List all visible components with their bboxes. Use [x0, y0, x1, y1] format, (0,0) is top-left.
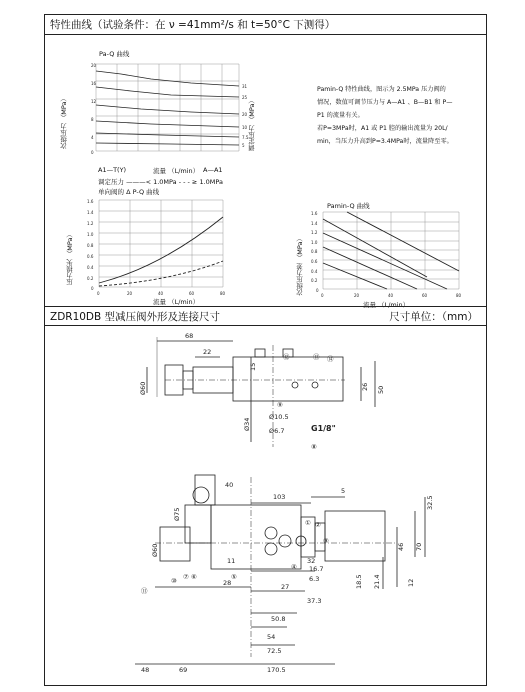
spec-sheet	[44, 14, 487, 686]
dim-18-5: 18.5	[355, 574, 363, 589]
chart2-ylabel: 次级压力差 （MPa）	[296, 235, 304, 296]
chart3-ylabel: 压力损失 （MPa）	[66, 231, 74, 286]
callout-3: ③	[323, 537, 329, 545]
dimension-drawing-section	[45, 327, 486, 687]
dim-40: 40	[225, 481, 234, 489]
curve-description	[317, 83, 482, 148]
dim-37-3: 37.3	[307, 597, 322, 605]
chart1-right-label: A—A1	[203, 166, 223, 174]
characteristic-curves-header	[45, 15, 486, 35]
chart2-x-tick: 40	[388, 293, 394, 298]
dim-50-8: 50.8	[271, 615, 286, 623]
dim-16-7: 16.7	[309, 565, 324, 573]
callout-7: ⑦	[183, 573, 189, 581]
dim-69: 69	[179, 666, 188, 674]
dim-46: 46	[397, 542, 405, 551]
note-line: min，当压力升高到P=3.4MPa时，流量降至零。	[317, 138, 453, 145]
dimensions-header	[45, 306, 486, 326]
dim-60: Ø60	[139, 381, 147, 395]
chart1-left-tick: 20	[91, 63, 97, 68]
thread-g18: G1/8"	[311, 424, 336, 433]
dim-70: 70	[415, 542, 423, 551]
chart2-title: Pamin-Q 曲线	[327, 202, 370, 210]
callout-10: ⑩	[171, 577, 177, 585]
chart1-right-tick: 25	[242, 95, 248, 100]
chart1-left-tick: 12	[91, 99, 97, 104]
chart3-xlabel: 流量 （L/min）	[153, 298, 200, 306]
dim-6-3: 6.3	[309, 575, 320, 583]
chart3-x-tick: 60	[189, 291, 195, 296]
chart3-x-tick: 40	[158, 291, 164, 296]
callout-11: ⑪	[141, 587, 148, 595]
note-line: Pamin-Q 特性曲线，图示为 2.5MPa 压力阀的	[317, 86, 446, 93]
chart1-right-tick: 10	[242, 125, 248, 130]
chart3-y-tick: 0.6	[87, 254, 94, 259]
chart3-legend: 调定压力 ———< 1.0MPa - - - ≥ 1.0MPa	[98, 178, 224, 186]
note-line: P1 的流量有关。	[317, 112, 364, 119]
chart2-y-tick: 1.2	[311, 230, 318, 235]
chart1-right-tick: 20	[242, 112, 248, 117]
section1-title: 特性曲线（试验条件：在 ν =41mm²/s 和 t=50°C 下测得）	[50, 19, 336, 31]
unit-label: 尺寸单位：（mm）	[389, 311, 478, 323]
chart1-left-label: A1—T(Y)	[98, 166, 127, 174]
dim-11: 11	[227, 557, 236, 565]
chart2-y-tick: 0.4	[311, 269, 318, 274]
dim-48: 48	[141, 666, 150, 674]
section2-title: ZDR10DB 型减压阀外形及连接尺寸	[50, 311, 221, 323]
dim-26: 26	[361, 382, 369, 391]
chart3-y-tick: 1.0	[87, 232, 94, 237]
note-line: 若P=3MPa时，A1 或 P1 腔的输出流量为 20L/	[317, 125, 448, 132]
chart1-title: Pa-Q 曲线	[99, 50, 130, 58]
chart3-x-tick: 0	[97, 291, 100, 296]
dim-21-4: 21.4	[373, 574, 381, 589]
chart1-left-tick: 4	[91, 135, 94, 140]
chart1-right-tick: 31	[242, 84, 248, 89]
chart3-y-tick: 1.6	[87, 199, 94, 204]
dim-72-5: 72.5	[267, 647, 282, 655]
callout-6: ⑥	[191, 573, 197, 581]
chart3-title: 单向阀的 Δ P-Q 曲线	[98, 188, 160, 196]
callout-4: ④	[291, 563, 297, 571]
dim-27: 27	[281, 583, 290, 591]
chart2-plot	[307, 207, 482, 307]
chart3-y-tick: 0.8	[87, 243, 94, 248]
callout-13: ⑬	[313, 353, 320, 361]
dim-60b: Ø60	[151, 543, 159, 557]
note-line: 情况，数值可调节压力与 A—A1 、B—B1 和 P—	[317, 99, 453, 106]
dim-103: 103	[273, 493, 286, 501]
dim-170-5: 170.5	[267, 666, 286, 674]
dim-32: 32	[307, 557, 316, 565]
dim-75: Ø75	[173, 507, 181, 521]
chart2-y-tick: 0.2	[311, 278, 318, 283]
chart1-left-tick: 16	[91, 81, 97, 86]
dim-10-5: Ø10.5	[269, 413, 289, 421]
outline-drawing	[45, 327, 486, 685]
chart2-y-tick: 0.8	[311, 249, 318, 254]
dim-5: 5	[341, 487, 346, 495]
dim-32-5: 32.5	[426, 495, 434, 510]
chart2-y-tick: 0.6	[311, 259, 318, 264]
chart3-x-tick: 20	[127, 291, 133, 296]
chart3-y-tick: 1.4	[87, 210, 94, 215]
callout-9: ⑨	[277, 401, 283, 409]
dim-28: 28	[223, 579, 232, 587]
chart3-y-tick: 0.4	[87, 265, 94, 270]
chart3-x-tick: 80	[220, 291, 226, 296]
chart1-left-tick: 8	[91, 117, 94, 122]
callout-2: ②	[315, 521, 321, 529]
callout-12: ⑫	[283, 353, 290, 361]
chart1-right-tick: 5	[242, 143, 245, 148]
chart1-ylabel-right: 调定压力 （MPa）	[248, 97, 256, 152]
chart2-x-tick: 60	[422, 293, 428, 298]
chart2-y-tick: 1.4	[311, 221, 318, 226]
chart2-y-tick: 1.6	[311, 211, 318, 216]
dim-54: 54	[267, 633, 276, 641]
chart1-xlabel: 流量 （L/min）	[153, 167, 200, 175]
chart2-x-tick: 20	[354, 293, 360, 298]
chart3-plot	[81, 195, 271, 300]
callout-8: ⑧	[311, 443, 317, 451]
chart2-xlabel: 流量 （L/min）	[363, 301, 410, 309]
chart3-y-tick: 0	[91, 286, 94, 291]
chart2-y-tick: 0	[316, 288, 319, 293]
dim-50: 50	[377, 385, 385, 394]
chart1-ylabel-left: 次级压力 （MPa）	[60, 95, 68, 150]
callout-1: ①	[305, 519, 311, 527]
callout-5: ⑤	[231, 573, 237, 581]
chart1-left-tick: 0	[91, 150, 94, 155]
chart3-y-tick: 1.2	[87, 221, 94, 226]
dim-68: 68	[185, 332, 194, 340]
dim-34: Ø34	[243, 417, 251, 431]
chart2-y-tick: 1.0	[311, 240, 318, 245]
chart1-right-tick: 7.5	[242, 135, 249, 140]
dim-15: 15	[249, 362, 257, 371]
chart2-x-tick: 0	[321, 293, 324, 298]
chart3-y-tick: 0.2	[87, 276, 94, 281]
characteristic-curves-section	[45, 35, 486, 309]
dim-6-7: Ø6.7	[269, 427, 285, 435]
chart1-plot	[91, 59, 251, 159]
dim-12: 12	[407, 578, 415, 587]
callout-14: ⑭	[327, 355, 334, 363]
chart2-x-tick: 80	[456, 293, 462, 298]
dim-22: 22	[203, 348, 212, 356]
